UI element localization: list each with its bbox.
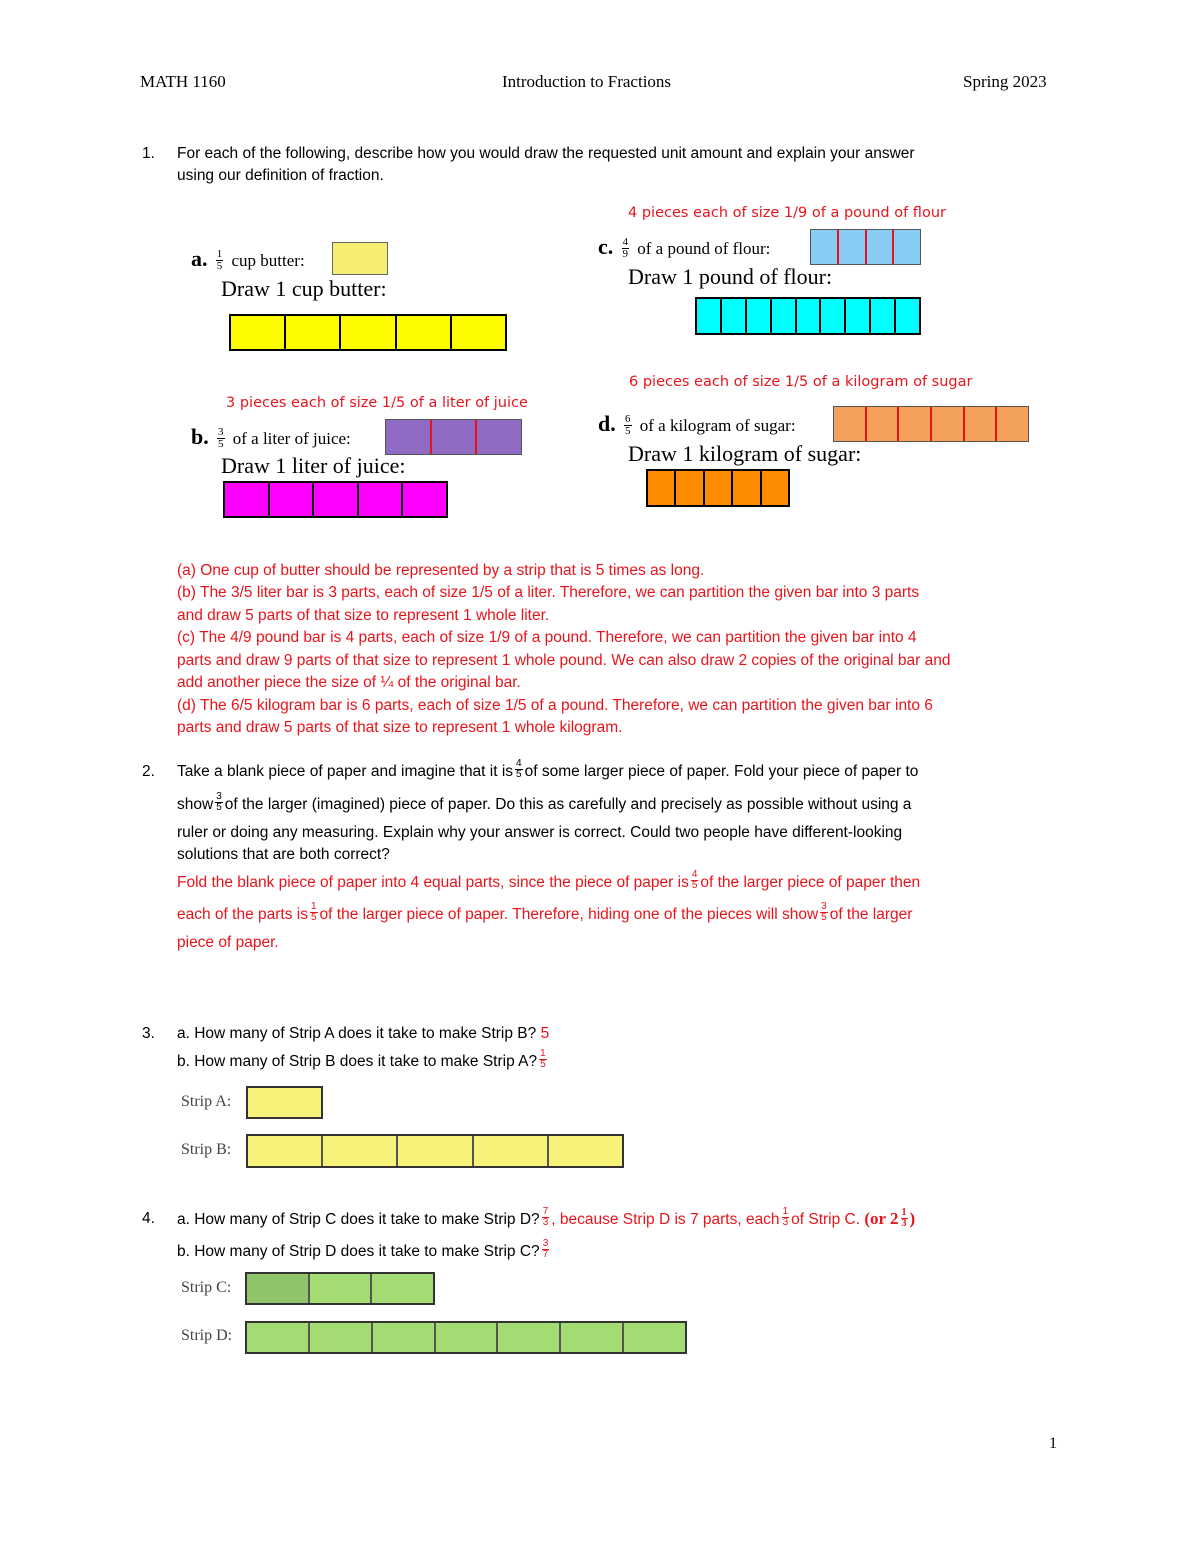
stripD-segment (436, 1323, 499, 1352)
barC-segment (697, 299, 722, 333)
q1c-note: 4 pieces each of size 1/9 of a pound of flour (628, 205, 946, 221)
q1c-letter: c. (598, 234, 614, 259)
q1c-given-bar (810, 229, 921, 265)
stripD-segment (624, 1323, 685, 1352)
q1-answer-line: (b) The 3/5 liter bar is 3 parts, each of size 1/5 of a liter. Therefore, we can partition the given bar into 3 parts (177, 584, 920, 601)
q1a-letter: a. (191, 246, 208, 271)
stripD-segment (561, 1323, 624, 1352)
q4-number: 4. (142, 1210, 155, 1227)
q1b-letter: b. (191, 424, 209, 449)
q2-answer-line2: each of the parts is $\frac{1}{5}$ of the larger piece of paper. Therefore, hiding one of the pieces will show $\frac{3}{5}$ of the larger (177, 901, 913, 924)
barC-segment (846, 299, 871, 333)
barC-segment (821, 299, 846, 333)
q1b-prompt (191, 424, 351, 452)
barC-segment (747, 299, 772, 333)
q1c-whole-bar (695, 297, 921, 335)
givenB-segment (386, 420, 432, 454)
q1-text-line2: using our definition of fraction. (177, 167, 384, 184)
stripB-segment (323, 1136, 398, 1166)
barC-segment (797, 299, 822, 333)
q1b-fraction: $\frac{3}{5}$ (218, 425, 224, 450)
q1-answer-line: (a) One cup of butter should be represented by a strip that is 5 times as long. (177, 562, 705, 579)
stripB-segment (474, 1136, 549, 1166)
stripC-segment (372, 1274, 433, 1303)
stripA-segment (248, 1088, 321, 1117)
q1a-draw-label: Draw 1 cup butter: (221, 276, 387, 301)
givenD-segment (834, 407, 867, 441)
barD-segment (676, 471, 704, 505)
stripC-segment (310, 1274, 373, 1303)
q1d-fraction: $\frac{6}{5}$ (625, 412, 631, 437)
q1c-label: of a pound of flour: (637, 239, 771, 258)
page-number: 1 (1049, 1435, 1057, 1452)
strip-b-label: Strip B: (181, 1141, 232, 1158)
strip-c (245, 1272, 435, 1305)
q4-answer-a: $\frac{7}{3}$ , because Strip D is 7 parts, each $\frac{1}{3}$ of Strip C. (or 2 $\frac{1}{3}$ ) (542, 1206, 916, 1229)
q3-part-a: a. How many of Strip A does it take to make Strip B? 5 (177, 1025, 550, 1042)
q1d-label: of a kilogram of sugar: (639, 416, 796, 435)
givenB-segment (477, 420, 521, 454)
barB-segment (359, 483, 404, 516)
q1b-given-bar (385, 419, 522, 455)
q3-answer-b: $\frac{1}{5}$ (540, 1048, 546, 1071)
stripB-segment (248, 1136, 323, 1166)
q1b-note: 3 pieces each of size 1/5 of a liter of juice (226, 395, 528, 411)
q1a-fraction: $\frac{1}{5}$ (216, 247, 223, 272)
q1-answer-line: and draw 5 parts of that size to represent 1 whole liter. (177, 607, 550, 624)
q1-answer-line: (d) The 6/5 kilogram bar is 6 parts, each of size 1/5 of a pound. Therefore, we can partition the given bar into 6 (177, 697, 933, 714)
q4-part-b: b. How many of Strip D does it take to make Strip C? $\frac{3}{7}$ (177, 1238, 549, 1261)
barA-segment (231, 316, 286, 349)
barA-segment (341, 316, 396, 349)
stripD-segment (373, 1323, 436, 1352)
q2-line1: Take a blank piece of paper and imagine that it is $\frac{4}{5}$ of some larger piece of paper. Fold your piece of paper to (177, 758, 919, 781)
stripB-segment (549, 1136, 622, 1166)
barC-segment (772, 299, 797, 333)
q2-line3: ruler or doing any measuring. Explain why your answer is correct. Could two people have different-looking (177, 824, 903, 841)
q1-number: 1. (142, 145, 155, 162)
givenD-segment (867, 407, 900, 441)
strip-b (246, 1134, 624, 1168)
givenC-segment (811, 230, 839, 264)
header-term: Spring 2023 (963, 72, 1047, 91)
q2-line2: show $\frac{3}{5}$ of the larger (imagined) piece of paper. Do this as carefully and precisely as possible without using a (177, 791, 912, 814)
q1-answer-line: parts and draw 5 parts of that size to represent 1 whole kilogram. (177, 719, 623, 736)
givenC-segment (867, 230, 895, 264)
q1a-label: cup butter: (231, 251, 305, 270)
stripD-segment (310, 1323, 373, 1352)
q1c-draw-label: Draw 1 pound of flour: (628, 264, 833, 289)
q1-answer-line: add another piece the size of ¼ of the original bar. (177, 674, 521, 691)
strip-d-label: Strip D: (181, 1327, 233, 1344)
q4-part-a: a. How many of Strip C does it take to make Strip D? $\frac{7}{3}$ , because Strip D is 7 parts, each $\frac{1}{3}$ of Strip C. (or 2 $\frac{1}{3}$ ) (177, 1206, 916, 1229)
q1b-whole-bar (223, 481, 448, 518)
q1c-fraction: $\frac{4}{9}$ (622, 235, 629, 260)
q2-line4: solutions that are both correct? (177, 846, 390, 863)
q2-number: 2. (142, 763, 155, 780)
barD-segment (762, 471, 788, 505)
q1d-letter: d. (598, 411, 616, 436)
barB-segment (314, 483, 359, 516)
q1-answer-line: parts and draw 9 parts of that size to represent 1 whole pound. We can also draw 2 copies of the original bar and (177, 652, 951, 669)
q3-part-b: b. How many of Strip B does it take to make Strip A? $\frac{1}{5}$ (177, 1048, 546, 1071)
barA-segment (452, 316, 505, 349)
header-course: MATH 1160 (140, 72, 226, 91)
barC-segment (896, 299, 919, 333)
q1-text-line1: For each of the following, describe how you would draw the requested unit amount and explain your answer (177, 145, 915, 162)
barD-segment (733, 471, 761, 505)
header-title: Introduction to Fractions (502, 72, 672, 91)
givenD-segment (899, 407, 932, 441)
q1a-whole-bar (229, 314, 507, 351)
q1d-prompt (598, 411, 796, 439)
q3-answer-a: 5 (540, 1025, 550, 1042)
barB-segment (403, 483, 446, 516)
strip-d (245, 1321, 687, 1354)
barC-segment (722, 299, 747, 333)
barA-segment (397, 316, 452, 349)
q1d-whole-bar (646, 469, 790, 507)
barD-segment (705, 471, 733, 505)
q1d-given-bar (833, 406, 1029, 442)
q1d-draw-label: Draw 1 kilogram of sugar: (628, 441, 862, 466)
barB-segment (225, 483, 270, 516)
q3-number: 3. (142, 1025, 155, 1042)
stripD-segment (247, 1323, 310, 1352)
q2-answer-line1: Fold the blank piece of paper into 4 equal parts, since the piece of paper is $\frac{4}{5}$ of the larger piece of paper then (177, 869, 921, 892)
givenD-segment (932, 407, 965, 441)
q2-answer-line3: piece of paper. (177, 934, 279, 951)
q1-answer-line: (c) The 4/9 pound bar is 4 parts, each of size 1/9 of a pound. Therefore, we can partition the given bar into 4 (177, 629, 917, 646)
q1b-label: of a liter of juice: (232, 429, 351, 448)
stripD-segment (498, 1323, 561, 1352)
givenD-segment (997, 407, 1028, 441)
q1d-note: 6 pieces each of size 1/5 of a kilogram of sugar (629, 374, 973, 390)
strip-c-label: Strip C: (181, 1279, 232, 1296)
strip-a (246, 1086, 323, 1119)
barC-segment (871, 299, 896, 333)
givenD-segment (965, 407, 998, 441)
q1c-prompt (598, 234, 770, 262)
q1b-draw-label: Draw 1 liter of juice: (221, 453, 406, 478)
q1a-given-bar (332, 242, 388, 275)
barB-segment (270, 483, 315, 516)
barD-segment (648, 471, 676, 505)
q4-answer-b: $\frac{3}{7}$ (542, 1238, 549, 1261)
stripC-segment (247, 1274, 310, 1303)
givenC-segment (839, 230, 867, 264)
givenB-segment (432, 420, 478, 454)
strip-a-label: Strip A: (181, 1093, 232, 1110)
barA-segment (286, 316, 341, 349)
stripB-segment (398, 1136, 473, 1166)
q1a-prompt (191, 246, 305, 274)
givenC-segment (894, 230, 920, 264)
